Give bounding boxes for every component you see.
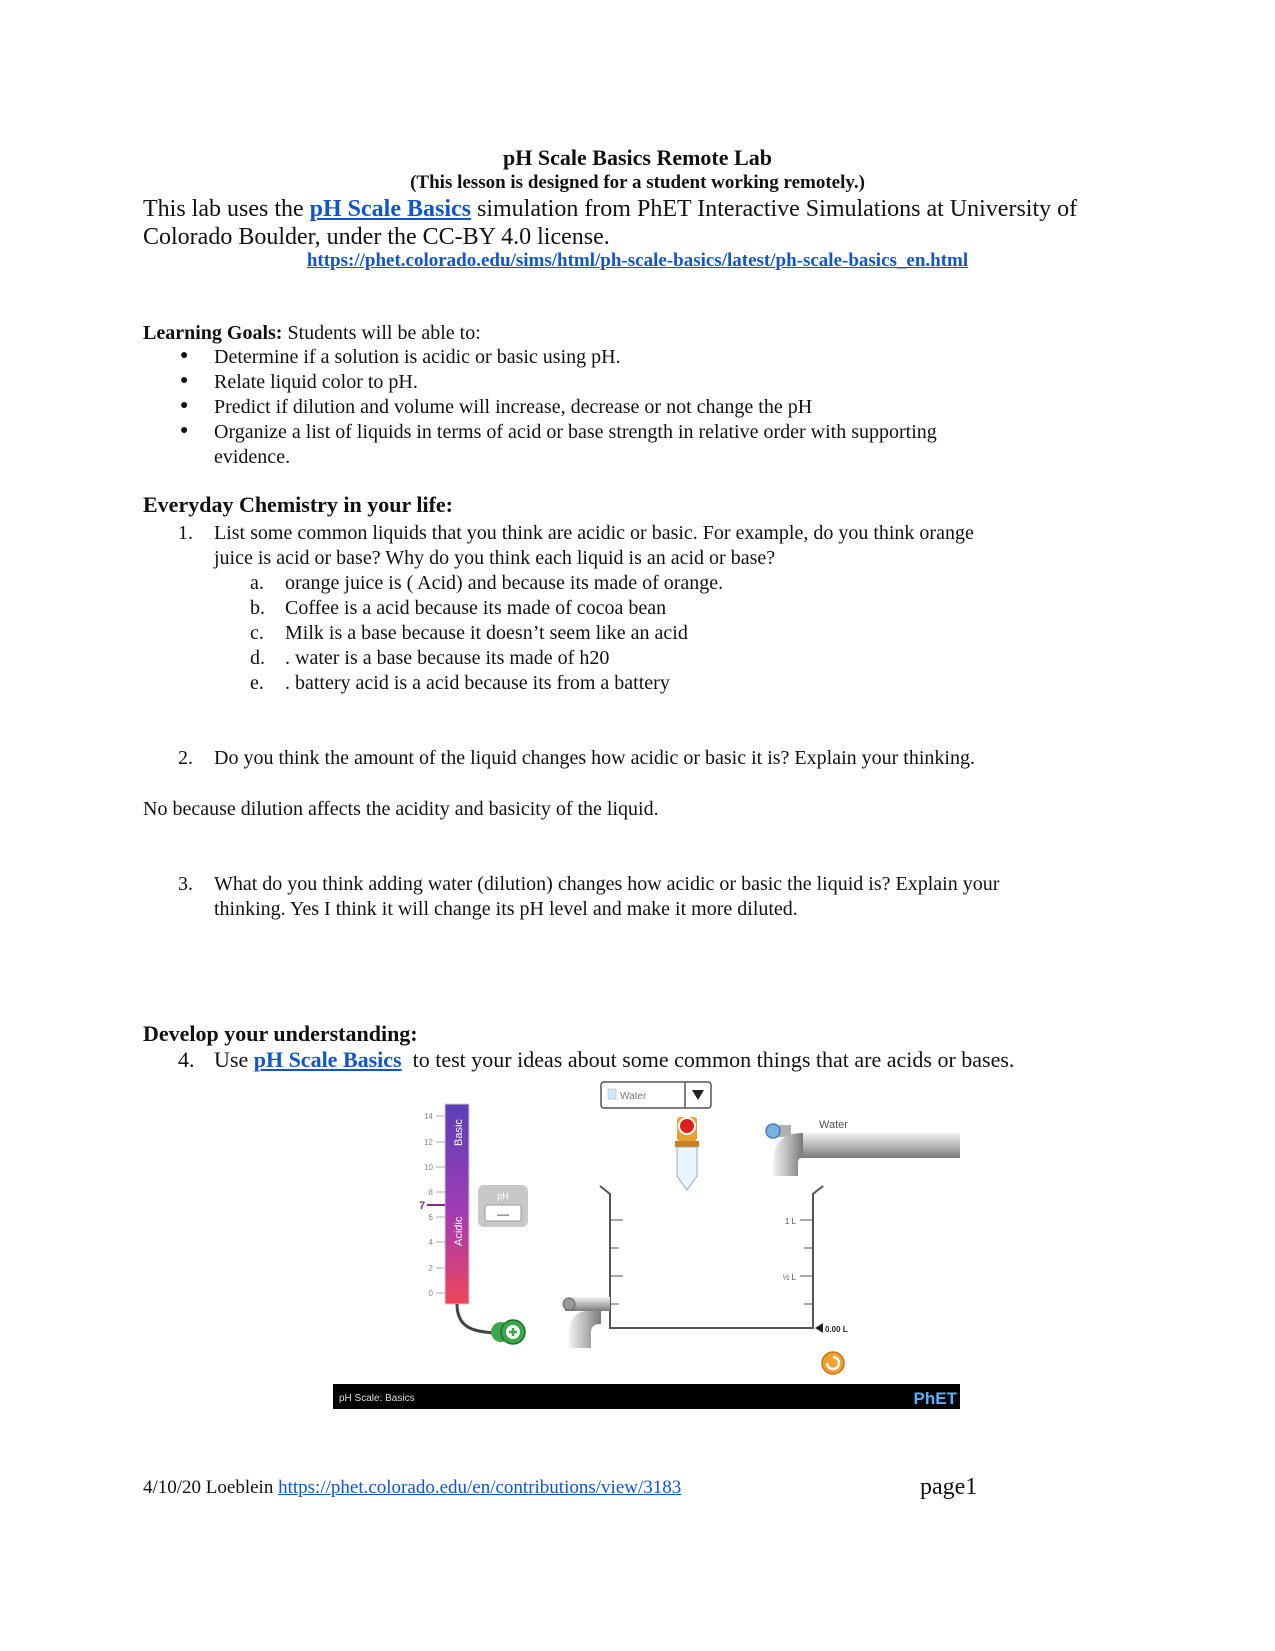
tick-12: 12 (424, 1138, 433, 1147)
q3-line-2: thinking. Yes I think it will change its pH level and make it more diluted. (214, 898, 798, 920)
faucet-label: Water (819, 1119, 848, 1131)
footer-url-link[interactable]: https://phet.colorado.edu/en/contributions/view/3183 (278, 1477, 682, 1498)
answer-b: Coffee is a acid because its made of cocoa bean (285, 597, 667, 619)
answer-c: Milk is a base because it doesn’t seem like an acid (285, 622, 688, 644)
solute-dropdown[interactable] (601, 1082, 711, 1108)
page-subtitle: (This lesson is designed for a student working remotely.) (410, 172, 865, 193)
intro-line-2: Colorado Boulder, under the CC-BY 4.0 license. (143, 224, 610, 250)
intro-pre: This lab uses the (143, 196, 310, 222)
goal-4-cont: evidence. (214, 446, 291, 468)
volume-half: ½ L (782, 1273, 796, 1282)
answer-a: orange juice is ( Acid) and because its made of orange. (285, 572, 724, 594)
tick-6: 6 (428, 1213, 433, 1222)
goal-2: Relate liquid color to pH. (214, 371, 418, 393)
meter-value: — (497, 1207, 509, 1221)
drain-knob-icon[interactable] (563, 1298, 575, 1310)
q1-line-1: List some common liquids that you think are acidic or basic. For example, do you think orange (214, 522, 974, 544)
q4-pre: Use (214, 1047, 254, 1072)
answer-b-letter: b. (250, 597, 265, 619)
water-faucet[interactable] (766, 1119, 960, 1176)
goal-1: Determine if a solution is acidic or basic using pH. (214, 346, 621, 368)
tick-8: 8 (428, 1188, 433, 1197)
intro-url-link[interactable]: https://phet.colorado.edu/sims/html/ph-scale-basics/latest/ph-scale-basics_en.html (306, 250, 969, 271)
footer-line (143, 1477, 681, 1499)
answer-c-letter: c. (250, 622, 264, 644)
learning-goals-text: Students will be able to: (282, 322, 481, 344)
answer-d: . water is a base because its made of h20 (285, 647, 610, 669)
develop-heading: Develop your understanding: (143, 1021, 418, 1046)
water-swatch-icon (608, 1089, 616, 1099)
sim-footer-bar (333, 1384, 960, 1409)
ph-meter (478, 1185, 528, 1227)
volume-reading: 0.00 L (825, 1325, 848, 1334)
answer-e: . battery acid is a acid because its from a battery (285, 672, 670, 694)
q3-number: 3. (178, 873, 193, 895)
faucet-knob-icon[interactable] (766, 1124, 780, 1138)
q4-number: 4. (178, 1047, 195, 1072)
answer-a-letter: a. (250, 572, 264, 594)
q4-sim-link[interactable]: pH Scale Basics (253, 1047, 402, 1072)
q3-line-1: What do you think adding water (dilution) changes how acidic or basic the liquid is? Explain your (214, 873, 1000, 895)
bullet-1: ● (180, 348, 189, 363)
footer-date-author: 4/10/20 Loeblein (143, 1477, 279, 1498)
q2-answer: No because dilution affects the acidity and basicity of the liquid. (143, 798, 659, 820)
bullet-2: ● (180, 373, 189, 388)
volume-1l: 1 L (784, 1217, 796, 1226)
intro-line-1 (143, 195, 1077, 223)
probe-handle[interactable] (491, 1320, 525, 1344)
bullet-4: ● (180, 423, 189, 438)
intro-url-row (0, 250, 1275, 272)
q1-line-2: juice is acid or base? Why do you think each liquid is an acid or base? (214, 547, 776, 569)
phet-logo[interactable]: PhET (913, 1389, 957, 1408)
sim-footer-title: pH Scale: Basics (339, 1393, 415, 1404)
page-number: page1 (920, 1474, 978, 1500)
q1-number: 1. (178, 522, 193, 544)
learning-goals-lead (143, 320, 481, 346)
learning-goals-label: Learning Goals: (143, 322, 283, 344)
volume-arrow-icon (815, 1323, 823, 1333)
simulation-canvas (333, 1091, 960, 1485)
drain-faucet[interactable] (563, 1297, 610, 1348)
tick-4: 4 (428, 1238, 433, 1247)
q4-post: to test your ideas about some common things that are acids or bases. (401, 1047, 1015, 1072)
intro-sim-link[interactable]: pH Scale Basics (309, 196, 471, 222)
everyday-heading: Everyday Chemistry in your life: (143, 492, 454, 517)
bullet-3: ● (180, 398, 189, 413)
tick-2: 2 (428, 1264, 433, 1273)
q2-text: Do you think the amount of the liquid changes how acidic or basic it is? Explain your thinking. (214, 747, 975, 769)
tick-0: 0 (428, 1289, 433, 1298)
beaker (600, 1186, 848, 1334)
goal-4: Organize a list of liquids in terms of acid or base strength in relative order with supporting (214, 421, 937, 443)
page-title: pH Scale Basics Remote Lab (503, 145, 772, 170)
tick-14: 14 (424, 1112, 433, 1121)
tick-10: 10 (424, 1163, 433, 1172)
q2-number: 2. (178, 747, 193, 769)
neutral-mark: 7 (419, 1200, 426, 1212)
reset-button[interactable] (822, 1352, 844, 1374)
intro-post: simulation from PhET Interactive Simulations at University of (470, 196, 1078, 222)
scale-label-basic: Basic (453, 1119, 465, 1146)
answer-e-letter: e. (250, 672, 264, 694)
ph-scale-bar (419, 1104, 469, 1304)
ph-scale-simulation (333, 1091, 960, 1485)
q4-text (214, 1047, 1014, 1073)
meter-label: pH (497, 1191, 509, 1201)
dropper-button-icon[interactable] (679, 1118, 695, 1134)
dropdown-value: Water (620, 1091, 647, 1102)
goal-3: Predict if dilution and volume will increase, decrease or not change the pH (214, 396, 813, 418)
dropper[interactable] (675, 1117, 699, 1190)
answer-d-letter: d. (250, 647, 265, 669)
scale-label-acidic: Acidic (453, 1216, 465, 1246)
